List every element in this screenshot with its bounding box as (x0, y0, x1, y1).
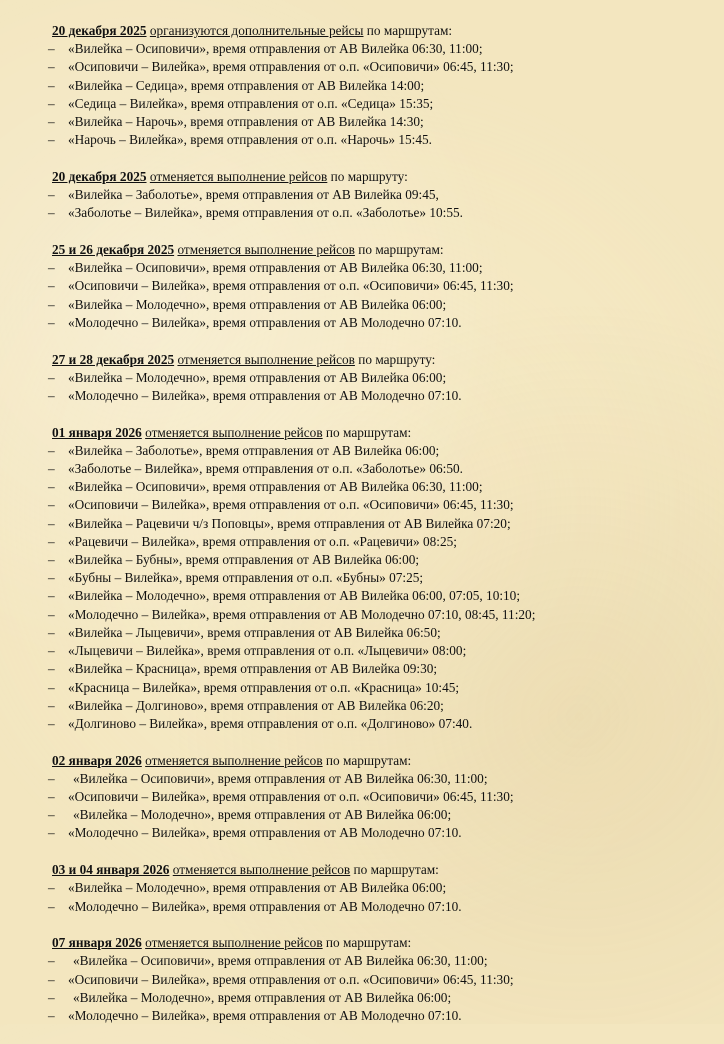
bullet-dash: – (48, 825, 55, 841)
section-action: отменяется выполнение рейсов (149, 168, 328, 184)
section-date: 20 декабря 2025 (52, 168, 147, 184)
route-text: «Бубны – Вилейка», время отправления от о.п. «Бубны» 07:25; (68, 570, 424, 586)
route-text: «Вилейка – Молодечно», время отправления от АВ Вилейка 06:00; (73, 807, 452, 823)
route-text: «Вилейка – Рацевичи ч/з Поповцы», время отправления от АВ Вилейка 07:20; (68, 515, 511, 531)
schedule-section (48, 752, 712, 843)
bullet-dash: – (48, 643, 55, 659)
route-text: «Вилейка – Осиповичи», время отправления от АВ Вилейка 06:30, 11:00; (68, 260, 483, 276)
route-item (48, 296, 708, 314)
route-item (48, 898, 708, 916)
route-text: «Красница – Вилейка», время отправления от о.п. «Красница» 10:45; (68, 679, 460, 695)
route-item (48, 460, 708, 478)
bullet-dash: – (48, 314, 55, 330)
bullet-dash: – (48, 479, 55, 495)
route-text: «Осиповичи – Вилейка», время отправления от о.п. «Осиповичи» 06:45, 11:30; (68, 789, 514, 805)
route-list (48, 369, 712, 405)
section-date: 27 и 28 декабря 2025 (52, 351, 175, 367)
route-text: «Вилейка – Молодечно», время отправления от АВ Вилейка 06:00; (68, 369, 447, 385)
route-text: «Вилейка – Красница», время отправления от АВ Вилейка 09:30; (68, 661, 438, 677)
bullet-dash: – (48, 260, 55, 276)
route-item (48, 679, 708, 697)
route-text: «Лыцевичи – Вилейка», время отправления от о.п. «Лыцевичи» 08:00; (68, 643, 467, 659)
route-item (48, 533, 708, 551)
route-text: «Заболотье – Вилейка», время отправления от о.п. «Заболотье» 10:55. (68, 205, 463, 221)
bullet-dash: – (48, 132, 55, 148)
section-heading (52, 934, 712, 952)
route-list (48, 442, 712, 733)
bullet-dash: – (48, 187, 55, 203)
route-text: «Рацевичи – Вилейка», время отправления от о.п. «Рацевичи» 08:25; (68, 533, 457, 549)
route-text: «Вилейка – Осиповичи», время отправления от АВ Вилейка 06:30, 11:00; (73, 953, 488, 969)
bullet-dash: – (48, 789, 55, 805)
route-item (48, 971, 708, 989)
route-item (48, 660, 708, 678)
route-text: «Вилейка – Нарочь», время отправления от АВ Вилейка 14:30; (68, 114, 424, 130)
section-action: отменяется выполнение рейсов (145, 935, 323, 951)
route-item (48, 95, 708, 113)
route-list (48, 879, 712, 915)
bullet-dash: – (48, 898, 55, 914)
route-text: «Вилейка – Осиповичи», время отправления от АВ Вилейка 06:30, 11:00; (73, 770, 488, 786)
bullet-dash: – (48, 697, 55, 713)
bullet-dash: – (48, 41, 55, 57)
schedule-section (48, 861, 712, 916)
route-item (48, 77, 708, 95)
route-text: «Заболотье – Вилейка», время отправления от о.п. «Заболотье» 06:50. (68, 461, 463, 477)
route-text: «Молодечно – Вилейка», время отправления от АВ Молодечно 07:10. (68, 825, 462, 841)
route-item (48, 58, 708, 76)
section-date: 25 и 26 декабря 2025 (52, 242, 175, 258)
route-item (48, 569, 708, 587)
route-list (48, 952, 712, 1025)
route-item (48, 624, 708, 642)
route-item (48, 879, 708, 897)
route-item (48, 989, 708, 1007)
schedule-section (48, 934, 712, 1025)
bullet-dash: – (48, 497, 55, 513)
section-action: отменяется выполнение рейсов (145, 424, 323, 440)
bullet-dash: – (48, 114, 55, 130)
bullet-dash: – (48, 278, 55, 294)
bullet-dash: – (48, 661, 55, 677)
route-item (48, 204, 708, 222)
route-text: «Вилейка – Молодечно», время отправления от АВ Вилейка 06:00; (68, 880, 447, 896)
section-action: отменяется выполнение рейсов (177, 242, 355, 258)
bullet-dash: – (48, 552, 55, 568)
bullet-dash: – (48, 296, 55, 312)
route-item (48, 806, 708, 824)
route-text: «Вилейка – Заболотье», время отправления от АВ Вилейка 06:00; (68, 442, 440, 458)
section-date: 20 декабря 2025 (52, 23, 147, 38)
route-list (48, 259, 712, 332)
route-item (48, 277, 708, 295)
bullet-dash: – (48, 715, 55, 731)
route-item (48, 824, 708, 842)
section-heading (52, 424, 712, 442)
route-item (48, 442, 708, 460)
route-item (48, 369, 708, 387)
route-text: «Нарочь – Вилейка», время отправления от о.п. «Нарочь» 15:45. (68, 132, 432, 148)
route-text: «Молодечно – Вилейка», время отправления от АВ Молодечно 07:10, 08:45, 11:20; (68, 606, 536, 622)
bullet-dash: – (48, 387, 55, 403)
route-item (48, 314, 708, 332)
bullet-dash: – (48, 807, 55, 823)
section-date: 03 и 04 января 2026 (52, 862, 170, 878)
route-item (48, 478, 708, 496)
route-text: «Осиповичи – Вилейка», время отправления от о.п. «Осиповичи» 06:45, 11:30; (68, 971, 514, 987)
route-list (48, 770, 712, 843)
route-item (48, 642, 708, 660)
route-item (48, 606, 708, 624)
route-item (48, 40, 708, 58)
bullet-dash: – (48, 588, 55, 604)
route-item (48, 131, 708, 149)
route-list (48, 186, 712, 222)
bullet-dash: – (48, 461, 55, 477)
route-text: «Молодечно – Вилейка», время отправления от АВ Молодечно 07:10. (68, 387, 462, 403)
section-heading (52, 752, 712, 770)
route-item (48, 387, 708, 405)
bullet-dash: – (48, 880, 55, 896)
route-item (48, 496, 708, 514)
route-item (48, 715, 708, 733)
bullet-dash: – (48, 679, 55, 695)
route-item (48, 788, 708, 806)
bullet-dash: – (48, 77, 55, 93)
section-date: 07 января 2026 (52, 935, 142, 951)
route-text: «Осиповичи – Вилейка», время отправления от о.п. «Осиповичи» 06:45, 11:30; (68, 278, 514, 294)
bullet-dash: – (48, 369, 55, 385)
section-date: 01 января 2026 (52, 424, 142, 440)
section-tail: по маршрутам: (322, 424, 412, 440)
section-heading (52, 241, 712, 259)
schedule-section (48, 424, 712, 733)
bullet-dash: – (48, 533, 55, 549)
route-item (48, 1007, 708, 1025)
section-tail: по маршруту: (354, 351, 436, 367)
route-text: «Молодечно – Вилейка», время отправления от АВ Молодечно 07:10. (68, 1008, 462, 1024)
route-text: «Осиповичи – Вилейка», время отправления от о.п. «Осиповичи» 06:45, 11:30; (68, 59, 514, 75)
bullet-dash: – (48, 624, 55, 640)
route-text: «Долгиново – Вилейка», время отправления от о.п. «Долгиново» 07:40. (68, 715, 473, 731)
bullet-dash: – (48, 570, 55, 586)
section-heading (52, 861, 712, 879)
section-tail: по маршрутам: (322, 752, 412, 768)
section-action: организуются дополнительные рейсы (149, 23, 364, 38)
route-text: «Вилейка – Долгиново», время отправления от АВ Вилейка 06:20; (68, 697, 444, 713)
section-heading (52, 22, 712, 40)
bullet-dash: – (48, 971, 55, 987)
route-text: «Вилейка – Лыцевичи», время отправления от АВ Вилейка 06:50; (68, 624, 441, 640)
schedule-section (48, 241, 712, 332)
schedule-section (48, 168, 712, 223)
route-text: «Молодечно – Вилейка», время отправления от АВ Молодечно 07:10. (68, 314, 462, 330)
section-tail: по маршрутам: (363, 23, 453, 38)
schedule-section (48, 22, 712, 149)
bullet-dash: – (48, 989, 55, 1005)
route-item (48, 551, 708, 569)
section-action: отменяется выполнение рейсов (172, 862, 351, 878)
route-list (48, 40, 712, 149)
bullet-dash: – (48, 606, 55, 622)
route-text: «Вилейка – Молодечно», время отправления от АВ Вилейка 06:00; (73, 989, 452, 1005)
section-date: 02 января 2026 (52, 752, 142, 768)
route-text: «Вилейка – Седица», время отправления от АВ Вилейка 14:00; (68, 77, 425, 93)
section-heading (52, 168, 712, 186)
route-text: «Вилейка – Молодечно», время отправления от АВ Вилейка 06:00; (68, 296, 447, 312)
route-text: «Вилейка – Молодечно», время отправления от АВ Вилейка 06:00, 07:05, 10:10; (68, 588, 521, 604)
route-item (48, 587, 708, 605)
route-text: «Седица – Вилейка», время отправления от о.п. «Седица» 15:35; (68, 95, 434, 111)
bullet-dash: – (48, 442, 55, 458)
bullet-dash: – (48, 95, 55, 111)
route-item (48, 697, 708, 715)
section-action: отменяется выполнение рейсов (177, 351, 355, 367)
route-text: «Осиповичи – Вилейка», время отправления от о.п. «Осиповичи» 06:45, 11:30; (68, 497, 514, 513)
route-text: «Вилейка – Осиповичи», время отправления от АВ Вилейка 06:30, 11:00; (68, 479, 483, 495)
bullet-dash: – (48, 205, 55, 221)
bullet-dash: – (48, 953, 55, 969)
schedule-section (48, 351, 712, 406)
section-tail: по маршрутам: (322, 935, 412, 951)
section-tail: по маршрутам: (350, 862, 439, 878)
bullet-dash: – (48, 59, 55, 75)
bullet-dash: – (48, 770, 55, 786)
route-text: «Молодечно – Вилейка», время отправления от АВ Молодечно 07:10. (68, 898, 462, 914)
route-text: «Вилейка – Бубны», время отправления от АВ Вилейка 06:00; (68, 552, 420, 568)
route-item (48, 770, 708, 788)
route-text: «Вилейка – Осиповичи», время отправления от АВ Вилейка 06:30, 11:00; (68, 41, 483, 57)
schedule-document (48, 22, 712, 1044)
route-text: «Вилейка – Заболотье», время отправления от АВ Вилейка 09:45, (68, 187, 439, 203)
route-item (48, 259, 708, 277)
route-item (48, 952, 708, 970)
section-tail: по маршрутам: (354, 242, 444, 258)
section-heading (52, 351, 712, 369)
section-tail: по маршруту: (327, 168, 408, 184)
route-item (48, 186, 708, 204)
bullet-dash: – (48, 1008, 55, 1024)
section-action: отменяется выполнение рейсов (145, 752, 323, 768)
route-item (48, 113, 708, 131)
route-item (48, 515, 708, 533)
bullet-dash: – (48, 515, 55, 531)
